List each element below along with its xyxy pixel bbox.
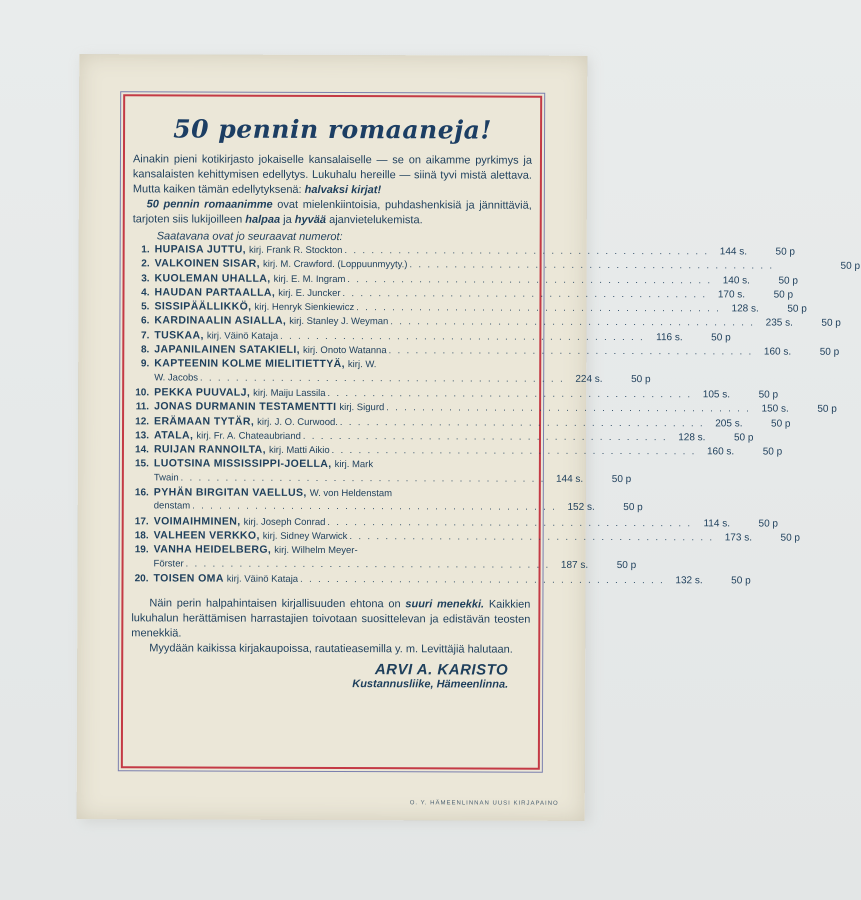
book-title: HAUDAN PARTAALLA, — [154, 286, 276, 299]
book-author: kirj. Stanley J. Weyman — [289, 316, 389, 328]
book-row — [132, 329, 731, 345]
book-number: 2. — [141, 258, 150, 270]
book-number: 9. — [140, 358, 150, 370]
leader-dots: . . . . . . . . . . . . . . . . . . . . . . . . . . . . . . . . . . . . . . . . . — [349, 530, 715, 543]
book-row — [133, 243, 796, 259]
book-title: JONAS DURMANIN TESTAMENTTI — [154, 400, 337, 414]
book-author: kirj. Fr. A. Chateaubriand — [196, 430, 301, 442]
book-number: 1. — [141, 244, 150, 256]
book-price: 50 p — [762, 446, 783, 458]
book-author: W. von Heldenstam — [309, 487, 393, 500]
leader-dots — [375, 468, 529, 469]
book-author-continued: denstam — [153, 500, 191, 512]
book-back-cover — [77, 54, 861, 821]
book-author: kirj. Henryk Sienkiewicz — [254, 301, 355, 314]
leader-dots: . . . . . . . . . . . . . . . . . . . . . . . . . . . . . . . . . . . . . . . . . — [409, 259, 775, 271]
book-price: 50 p — [787, 303, 807, 315]
book-price: 50 p — [711, 332, 731, 344]
book-row — [132, 486, 531, 502]
leader-dots: . . . . . . . . . . . . . . . . . . . . . . . . . . . . . . . . . . . . . . . . . — [200, 372, 565, 384]
book-author: kirj. Onoto Watanna — [303, 344, 387, 357]
book-price: 50 p — [775, 246, 796, 258]
book-author: kirj. Frank R. Stockton — [248, 244, 343, 257]
book-author: kirj. Joseph Conrad — [243, 516, 326, 528]
book-price: 50 p — [631, 373, 651, 385]
leader-dots: . . . . . . . . . . . . . . . . . . . . . . . . . . . . . . . . . . . . . . . . . — [342, 287, 708, 300]
intro-p2-end: ajanvietelukemista. — [329, 213, 423, 227]
book-pages: 173 s. — [724, 532, 753, 544]
book-price: 50 p — [731, 575, 751, 587]
book-author: kirj. Sidney Warwick — [262, 530, 348, 542]
book-number: 6. — [141, 315, 150, 327]
book-author: kirj. Sigurd — [339, 402, 385, 414]
available-heading: Saatavana ovat jo seuraavat numerot: — [156, 230, 343, 244]
book-number: 13. — [135, 430, 150, 442]
leader-dots: . . . . . . . . . . . . . . . . . . . . . . . . . . . . . . . . . . . . . . . . . — [388, 345, 754, 357]
intro-p2-mid: ja — [283, 213, 292, 226]
book-price: 50 p — [758, 518, 779, 530]
advert-content — [131, 96, 861, 767]
page-title: 50 pennin romaaneja! — [173, 114, 492, 145]
book-row — [132, 429, 754, 445]
book-price: 50 p — [773, 289, 794, 301]
book-price: 50 p — [819, 346, 840, 358]
printer-imprint: O. Y. HÄMEENLINNAN UUSI KIRJAPAINO — [409, 800, 559, 807]
book-pages: 160 s. — [763, 346, 792, 358]
footer-p1-end: Kaikkien lukuhalun herättämisen harrastajien toivotaan suosittelevan ja edistävän teosten menekkiä. — [131, 598, 531, 640]
book-title: TUSKAA, — [154, 329, 204, 342]
book-price: 50 p — [840, 261, 861, 273]
book-row — [133, 257, 861, 274]
book-title: HUPAISA JUTTU, — [154, 243, 247, 256]
book-title: TOISEN OMA — [153, 572, 224, 585]
book-row — [133, 271, 798, 288]
red-border-frame — [121, 94, 861, 769]
leader-dots: . . . . . . . . . . . . . . . . . . . . . . . . . . . . . . . . . . . . . . . . . — [180, 472, 546, 484]
book-title: KARDINAALIN ASIALLA, — [154, 314, 287, 328]
intro-text — [133, 152, 532, 228]
book-number: 14. — [135, 444, 149, 456]
leader-dots: . . . . . . . . . . . . . . . . . . . . . . . . . . . . . . . . . . . . . . . . . — [347, 273, 712, 285]
book-row — [132, 300, 807, 316]
book-number: 3. — [141, 272, 150, 284]
book-row — [132, 544, 531, 560]
book-title: VANHA HEIDELBERG, — [153, 543, 272, 557]
leader-dots: . . . . . . . . . . . . . . . . . . . . . . . . . . . . . . . . . . . . . . . . . — [327, 387, 693, 400]
book-row-continued — [132, 372, 651, 388]
book-price: 50 p — [733, 432, 754, 444]
book-number: 11. — [135, 401, 150, 413]
footer-p1-text: Näin perin halpahintaisen kirjallisuuden ehtona on — [149, 597, 401, 611]
book-pages: 235 s. — [765, 317, 793, 330]
book-title: PYHÄN BIRGITAN VAELLUS, — [153, 486, 307, 499]
book-price: 50 p — [623, 502, 643, 514]
book-author: kirj. Väinö Kataja — [226, 573, 299, 585]
book-row — [132, 358, 531, 374]
book-price: 50 p — [821, 318, 841, 330]
book-row — [132, 400, 837, 417]
book-author-continued: W. Jacobs — [154, 372, 199, 384]
book-price: 50 p — [778, 275, 798, 287]
book-number: 4. — [141, 287, 150, 299]
book-price: 50 p — [817, 403, 837, 416]
footer-p1 — [131, 596, 530, 642]
book-row-continued — [132, 472, 632, 488]
book-row — [132, 443, 783, 459]
book-title: VALKOINEN SISAR, — [154, 257, 261, 271]
book-price: 50 p — [616, 559, 637, 571]
book-title: LUOTSINA MISSISSIPPI-JOELLA, — [153, 457, 332, 471]
book-author-continued: Förster — [153, 557, 184, 570]
book-pages: 105 s. — [702, 389, 731, 401]
book-pages: 205 s. — [715, 417, 743, 429]
leader-dots: . . . . . . . . . . . . . . . . . . . . . . . . . . . . . . . . . . . . . . . . . — [327, 516, 693, 528]
book-row — [132, 529, 801, 545]
intro-p1: Ainakin pieni kotikirjasto jokaiselle kansalaiselle — se on aikamme pyrkimys ja kansalaisten kehittymisen edellytys. Lukuhalu hereille — siinä tyvi mistä alettava. Mutta kaiken tämän edellytyksenä: — [132, 153, 532, 196]
intro-p2-emphasis-3: hyvää — [294, 213, 327, 226]
book-pages: 114 s. — [703, 517, 731, 530]
book-list — [131, 243, 861, 588]
book-title: KUOLEMAN UHALLA, — [154, 271, 271, 285]
book-author: kirj. Väinö Kataja — [206, 330, 279, 342]
book-title: KAPTEENIN KOLME MIELITIETTYÄ, — [154, 357, 345, 371]
book-title: RUIJAN RANNOILTA, — [153, 443, 266, 456]
book-number: 16. — [134, 487, 149, 499]
intro-p2-emphasis-2: halpaa — [245, 213, 281, 226]
book-number: 15. — [134, 458, 149, 470]
book-number: 10. — [135, 387, 150, 399]
book-number: 7. — [140, 330, 150, 342]
leader-dots: . . . . . . . . . . . . . . . . . . . . . . . . . . . . . . . . . . . . . . . . . — [390, 316, 755, 328]
book-row — [131, 572, 751, 588]
book-title: VOIMAIHMINEN, — [153, 515, 241, 528]
book-pages: 187 s. — [560, 559, 589, 571]
leader-dots: . . . . . . . . . . . . . . . . . . . . . . . . . . . . . . . . . . . . . . . . . — [192, 500, 557, 513]
footer-p2: Myydään kaikissa kirjakaupoissa, rautatieasemilla y. m. Levittäjiä halutaan. — [149, 642, 513, 656]
intro-p1-emphasis: halvaksi kirjat! — [304, 183, 382, 197]
leader-dots: . . . . . . . . . . . . . . . . . . . . . . . . . . . . . . . . . . . . . . . . . — [185, 558, 551, 570]
book-pages: 116 s. — [656, 331, 683, 344]
book-title: SISSIPÄÄLLIKKÖ, — [154, 300, 252, 313]
book-price: 50 p — [771, 418, 791, 430]
footer-p1-emphasis: suuri menekki. — [405, 598, 485, 611]
book-row — [132, 515, 779, 531]
book-row — [132, 414, 791, 431]
book-author: kirj. J. O. Curwood. — [257, 416, 338, 428]
intro-p2: ovat mielenkiintoisia, puhdashenkisiä ja jännittäviä, tarjoten siis lukijoilleen — [132, 198, 532, 226]
book-author-continued: Twain — [153, 472, 179, 484]
book-pages: 160 s. — [706, 446, 735, 458]
book-title: VALHEEN VERKKO, — [153, 529, 260, 542]
leader-dots: . . . . . . . . . . . . . . . . . . . . . . . . . . . . . . . . . . . . . . . . . — [302, 430, 668, 443]
book-pages: 144 s. — [555, 473, 584, 485]
leader-dots: . . . . . . . . . . . . . . . . . . . . . . . . . . . . . . . . . . . . . . . . . — [386, 402, 751, 414]
book-pages: 128 s. — [731, 303, 759, 315]
book-author: kirj. M. Crawford. (Loppuunmyyty.) — [262, 259, 408, 271]
book-pages: 128 s. — [678, 432, 706, 444]
publisher-name: ARVI A. KARISTO — [374, 661, 509, 679]
book-number: 5. — [141, 301, 150, 313]
book-number: 19. — [134, 544, 149, 556]
book-number: 8. — [140, 344, 150, 356]
book-author: kirj. Wilhelm Meyer- — [274, 545, 358, 557]
leader-dots — [360, 553, 529, 554]
book-row — [132, 458, 531, 474]
book-number: 20. — [134, 573, 149, 585]
book-price: 50 p — [611, 473, 632, 485]
footer-text — [131, 596, 530, 657]
leader-dots: . . . . . . . . . . . . . . . . . . . . . . . . . . . . . . . . . . . . . . . . . — [356, 302, 721, 314]
book-pages: 132 s. — [675, 575, 703, 587]
book-author: kirj. Maiju Lassila — [253, 387, 326, 399]
book-title: PEKKA PUUVALJ, — [154, 386, 251, 399]
publisher-city: Kustannusliike, Hämeenlinna. — [352, 678, 509, 691]
book-author: kirj. E. M. Ingram — [273, 273, 346, 285]
leader-dots: . . . . . . . . . . . . . . . . . . . . . . . . . . . . . . . . . . . . . . . . . — [331, 445, 697, 457]
book-price: 50 p — [780, 532, 801, 544]
publisher-block — [131, 660, 530, 690]
book-row-continued — [132, 557, 637, 574]
book-row-continued — [132, 500, 643, 517]
book-title: JAPANILAINEN SATAKIELI, — [154, 343, 301, 356]
book-row — [132, 314, 841, 331]
leader-dots: . . . . . . . . . . . . . . . . . . . . . . . . . . . . . . . . . . . . . . . . . — [280, 330, 645, 342]
book-pages: 170 s. — [717, 289, 746, 301]
book-author: kirj. E. Juncker — [278, 287, 341, 299]
book-author: kirj. W. — [347, 359, 377, 371]
leader-dots: . . . . . . . . . . . . . . . . . . . . . . . . . . . . . . . . . . . . . . . . . — [300, 573, 665, 585]
book-price: 50 p — [758, 389, 779, 401]
book-author: kirj. Mark — [334, 459, 374, 471]
book-pages: 152 s. — [567, 502, 595, 514]
leader-dots — [378, 368, 529, 369]
book-author: kirj. Matti Aikio — [268, 444, 330, 457]
book-pages: 144 s. — [719, 246, 748, 258]
book-pages: 150 s. — [761, 403, 789, 415]
book-pages: 224 s. — [575, 373, 603, 385]
book-title: ATALA, — [153, 429, 194, 442]
leader-dots: . . . . . . . . . . . . . . . . . . . . . . . . . . . . . . . . . . . . . . . . . — [339, 416, 705, 428]
book-pages: 140 s. — [722, 274, 750, 287]
book-title: ERÄMAAN TYTÄR, — [154, 414, 255, 428]
book-number: 12. — [135, 415, 150, 427]
intro-p2-emphasis: 50 pennin romaanimme — [146, 198, 273, 211]
book-row — [132, 386, 779, 402]
leader-dots: . . . . . . . . . . . . . . . . . . . . . . . . . . . . . . . . . . . . . . . . . — [344, 245, 710, 257]
book-number: 18. — [134, 530, 149, 542]
book-number: 17. — [134, 515, 149, 528]
